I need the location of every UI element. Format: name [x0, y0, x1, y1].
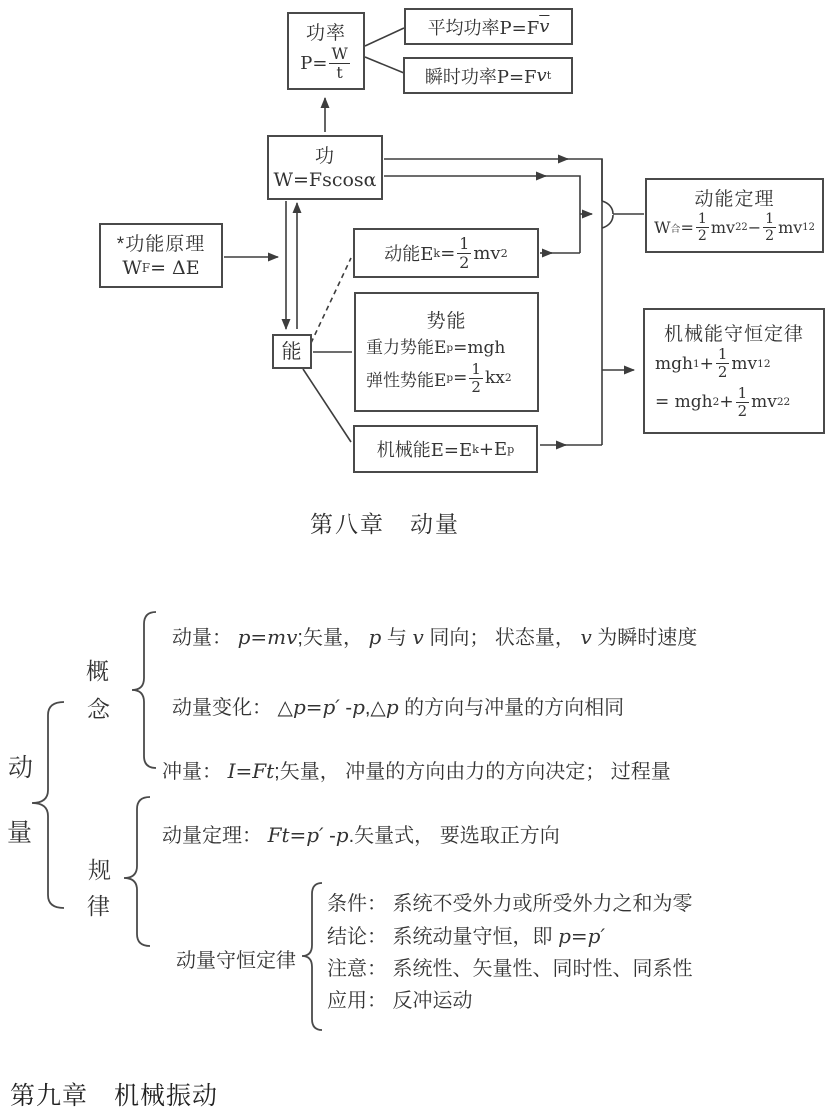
principle-title: *功能原理: [116, 233, 206, 255]
line-power-to-inst: [365, 57, 404, 73]
line-work-out-top-corner: [566, 159, 602, 201]
power-box: [287, 12, 365, 90]
work-energy-principle-box: [99, 223, 223, 288]
concept-label-char-1: 概: [86, 658, 109, 684]
conservation-title: 机械能守恒定律: [663, 324, 804, 346]
principle-formula: W F = ΔE: [122, 256, 200, 279]
merge-curve-bottom: [602, 215, 613, 228]
concept-label-char-2: 念: [87, 696, 110, 722]
inst-power-box: [403, 57, 573, 94]
kinetic-energy-theorem-box: [645, 178, 824, 253]
mechanical-energy-box: [353, 425, 538, 473]
momentum-root-char-1: 动: [8, 754, 34, 782]
power-formula: P= $\frac{W}{t}$: [300, 43, 348, 82]
rule-brace: [124, 797, 150, 946]
chapter-9-heading: 第九章 机械振动: [10, 1082, 219, 1110]
line-work-out-bottom-corner: [544, 176, 580, 253]
inst-power-formula: 瞬时功率P=F v t: [424, 65, 552, 88]
potential-title: 势能: [426, 310, 467, 332]
line-energy-to-mech: [303, 369, 351, 442]
kinetic-energy-box: [353, 228, 539, 278]
avg-power-formula: 平均功率P=F $\overline{v}$: [427, 16, 550, 39]
condition-line: 条件： 系统不受外力或所受外力之和为零: [327, 893, 693, 915]
momentum-root-char-2: 量: [7, 819, 33, 847]
concept-brace: [132, 612, 156, 768]
chapter-8-heading: 第八章 动量: [310, 511, 460, 537]
gravity-potential-formula: 重力势能E p =mgh: [366, 337, 506, 358]
energy-box: [272, 334, 312, 369]
note-line: 注意： 系统性、矢量性、同时性、同系性: [327, 958, 693, 980]
momentum-definition-line: 动量： p=mv;矢量， p 与 v 同向； 状态量， v 为瞬时速度: [172, 625, 698, 649]
work-title: 功: [314, 145, 335, 167]
elastic-potential-formula: 弹性势能E p = $\frac{1}{2}$ kx 2: [366, 359, 512, 396]
merge-curve-top: [602, 201, 613, 214]
conservation-brace: [302, 883, 322, 1030]
momentum-theorem-line: 动量定理： Ft=p′ -p.矢量式， 要选取正方向: [162, 823, 560, 847]
application-line: 应用： 反冲运动: [327, 990, 473, 1012]
momentum-conservation-label: 动量守恒定律: [176, 950, 296, 972]
conclusion-line: 结论： 系统动量守恒，即 p=p′: [327, 924, 606, 948]
line-power-to-avg: [365, 28, 404, 46]
work-formula: W=Fscosα: [273, 168, 377, 191]
energy-label: 能: [281, 340, 303, 363]
mechanical-energy-conservation-box: [643, 308, 825, 434]
potential-energy-box: [354, 292, 539, 412]
avg-power-box: [404, 8, 573, 45]
theorem-title: 动能定理: [694, 188, 775, 210]
theorem-formula: W 合 = $\frac{1}{2}$ mv 2 2 − $\frac{1}{2}$ mv 1 2: [654, 210, 815, 244]
line-energy-to-kinetic: [311, 258, 351, 343]
momentum-change-line: 动量变化： △p=p′ -p,△p 的方向与冲量的方向相同: [172, 695, 625, 719]
work-box: [267, 135, 383, 200]
impulse-line: 冲量： I=Ft;矢量， 冲量的方向由力的方向决定； 过程量: [162, 759, 671, 783]
conservation-formula-2: = mgh 2 + $\frac{1}{2}$ mv 2 2: [655, 384, 791, 420]
momentum-brace: [32, 702, 64, 908]
power-title: 功率: [305, 22, 346, 44]
rule-label-char-1: 规: [88, 857, 111, 883]
kinetic-formula: 动能E k = $\frac{1}{2}$ mv 2: [384, 233, 508, 272]
mech-formula: 机械能E=E k +E p: [376, 438, 515, 461]
conservation-formula-1: mgh 1 + $\frac{1}{2}$ mv 1 2: [655, 345, 771, 382]
rule-label-char-2: 律: [87, 893, 110, 919]
